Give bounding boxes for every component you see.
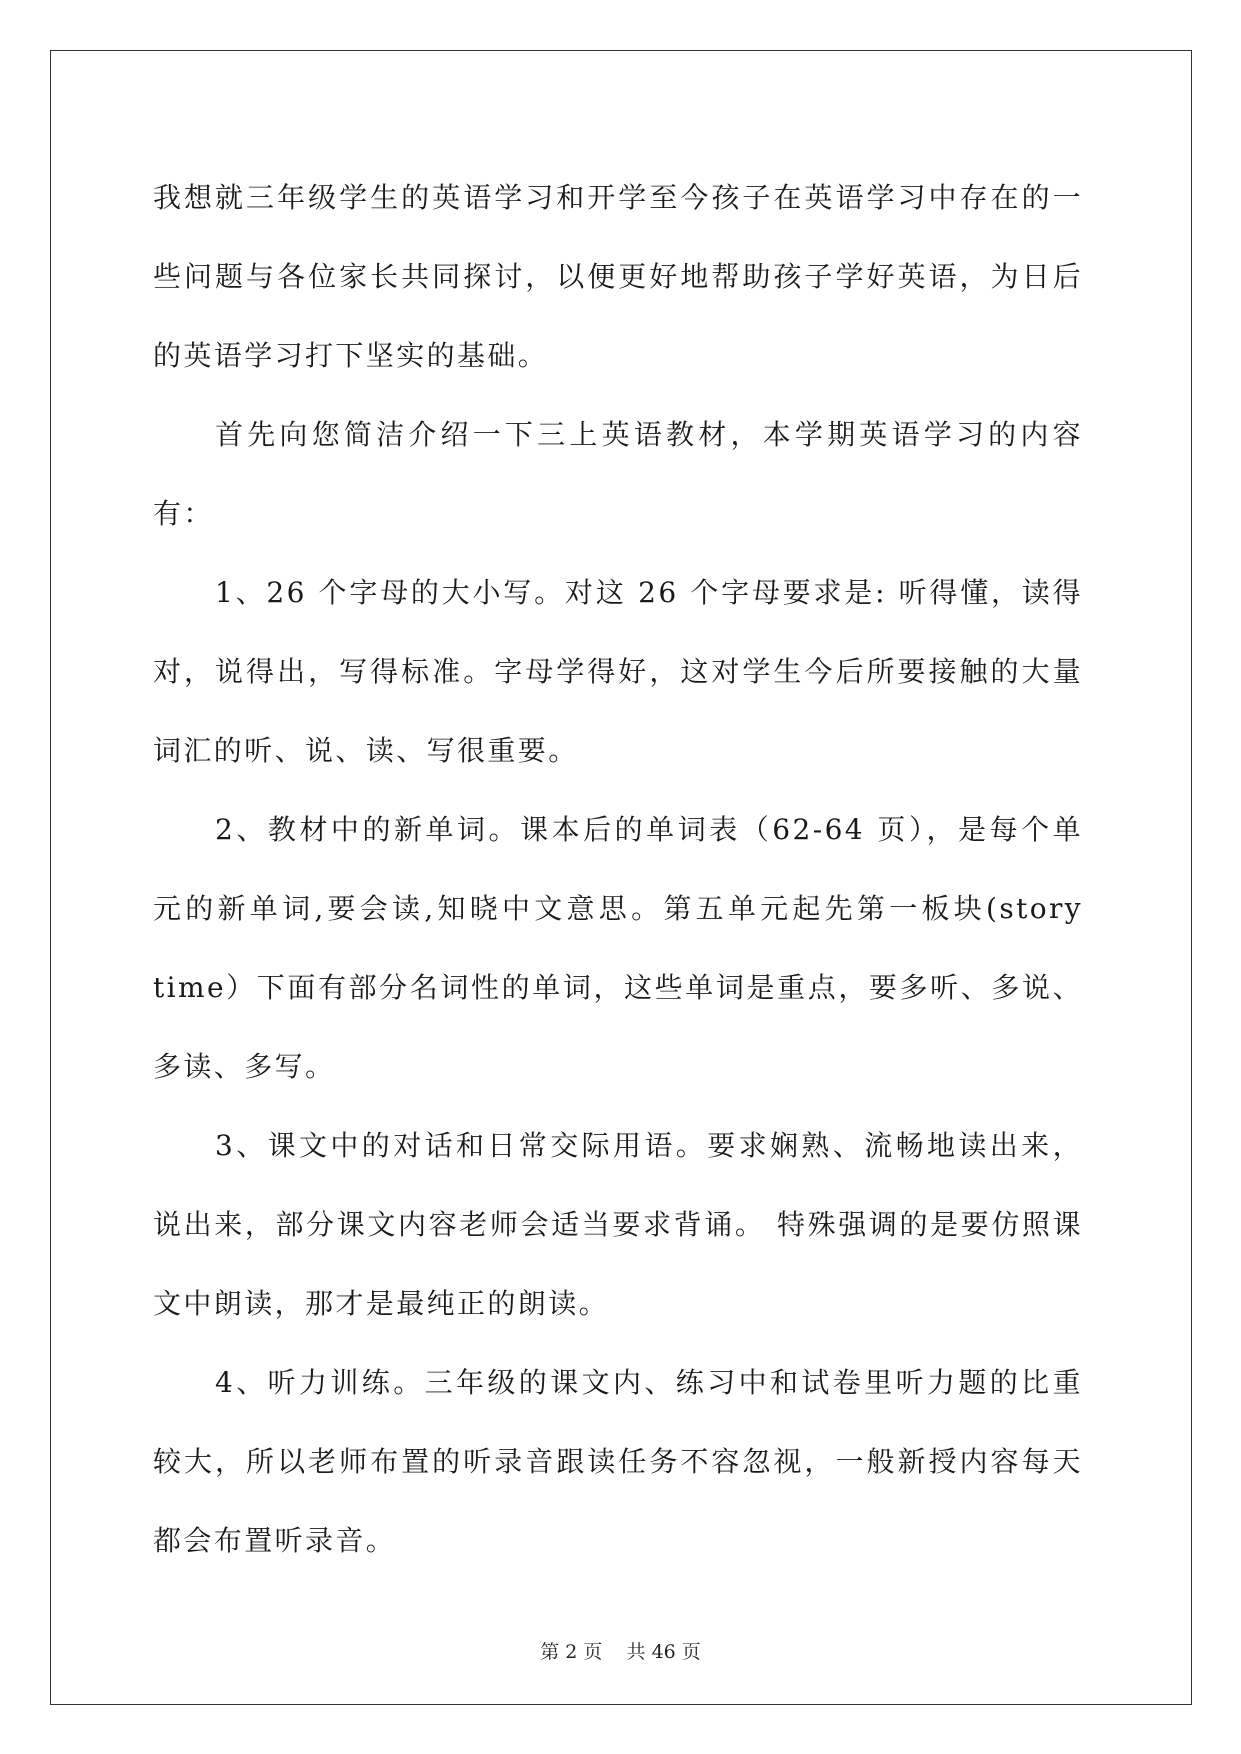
paragraph-intro: 我想就三年级学生的英语学习和开学至今孩子在英语学习中存在的一些问题与各位家长共同探讨，以便更好地帮助孩子学好英语，为日后的英语学习打下坚实的基础。 <box>153 181 1083 372</box>
paragraph-item-3: 3、课文中的对话和日常交际用语。要求娴熟、流畅地读出来，说出来，部分课文内容老师会适当要求背诵。 特殊强调的是要仿照课文中朗读，那才是最纯正的朗读。 <box>153 1129 1083 1320</box>
page-number-label: 第 2 页 共 46 页 <box>540 1641 701 1663</box>
paragraph-overview: 首先向您简洁介绍一下三上英语教材，本学期英语学习的内容有： <box>153 418 1083 530</box>
paragraph-item-2: 2、教材中的新单词。课本后的单词表（62-64 页），是每个单元的新单词,要会读,知晓中文意思。第五单元起先第一板块(story time）下面有部分名词性的单词，这些单词是重点，要多听、多说、多读、多写。 <box>153 813 1083 1083</box>
document-body <box>153 158 1083 1580</box>
page-footer <box>0 1637 1241 1664</box>
paragraph-item-1: 1、26 个字母的大小写。对这 26 个字母要求是: 听得懂，读得对，说得出，写得标准。字母学得好，这对学生今后所要接触的大量词汇的听、说、读、写很重要。 <box>153 576 1083 767</box>
paragraph-item-4: 4、听力训练。三年级的课文内、练习中和试卷里听力题的比重较大，所以老师布置的听录音跟读任务不容忽视，一般新授内容每天都会布置听录音。 <box>153 1366 1083 1557</box>
